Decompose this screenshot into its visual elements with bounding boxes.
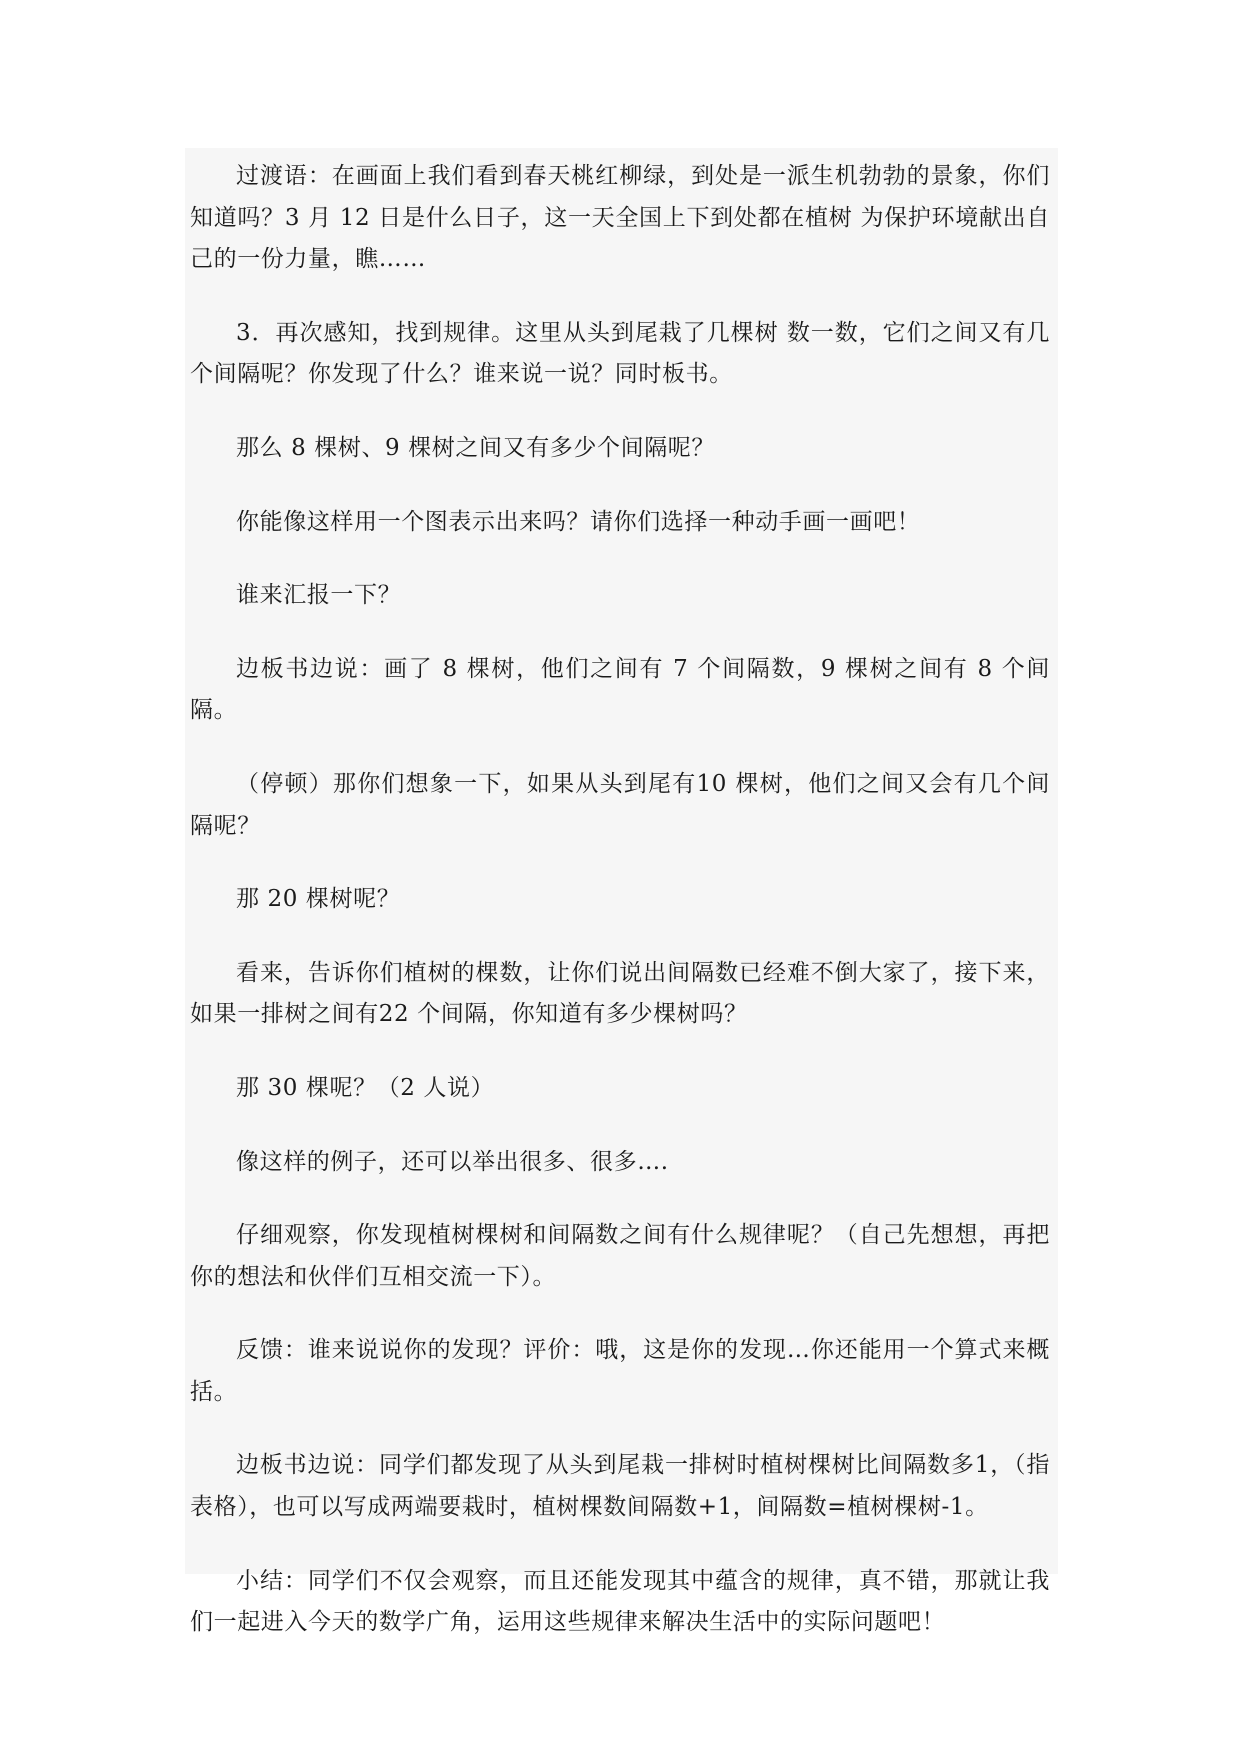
document-text-block [185, 148, 1058, 1636]
paragraph-draw-diagram: 你能像这样用一个图表示出来吗？请你们选择一种动手画一画吧！ [236, 508, 921, 535]
paragraph-more-examples: 像这样的例子，还可以举出很多、很多…. [236, 1148, 669, 1175]
paragraph-observe-rule: 仔细观察，你发现植树棵树和间隔数之间有什么规律呢？（自己先想想，再把你的想法和伙伴们互相交流一下）。 [190, 1222, 1050, 1290]
paragraph-summary: 小结：同学们不仅会观察，而且还能发现其中蕴含的规律，真不错，那就让我们一起进入今天的数学广角，运用这些规律来解决生活中的实际问题吧！ [190, 1567, 1050, 1636]
paragraph-22-intervals: 看来，告诉你们植树的棵数，让你们说出间隔数已经难不倒大家了，接下来，如果一排树之间有22 个间隔，你知道有多少棵树吗？ [190, 959, 1050, 1028]
paragraph-feedback: 反馈：谁来说说你的发现？评价：哦，这是你的发现…你还能用一个算式来概括。 [190, 1337, 1050, 1405]
paragraph-report: 谁来汇报一下？ [236, 582, 402, 609]
paragraph-30-trees: 那 30 棵呢？（2 人说） [236, 1074, 495, 1101]
paragraph-board-formula: 边板书边说：同学们都发现了从头到尾栽一排树时植树棵树比间隔数多1，（指表格），也可以写成两端要栽时，植树棵数间隔数+1，间隔数=植树棵树-1。 [190, 1452, 1050, 1521]
paragraph-question-8-9-trees: 那么 8 棵树、9 棵树之间又有多少个间隔呢？ [236, 434, 715, 461]
paragraph-20-trees: 那 20 棵树呢？ [236, 886, 401, 913]
paragraph-imagine-10-trees: （停顿）那你们想象一下，如果从头到尾有10 棵树，他们之间又会有几个间隔呢？ [190, 770, 1050, 839]
paragraph-transition: 过渡语：在画面上我们看到春天桃红柳绿，到处是一派生机勃勃的景象，你们知道吗？3 月 12 日是什么日子，这一天全国上下到处都在植树 为保护环境献出自己的一份力量，瞧…… [190, 163, 1050, 273]
paragraph-board-8-trees: 边板书边说：画了 8 棵树，他们之间有 7 个间隔数，9 棵树之间有 8 个间隔。 [190, 655, 1050, 724]
paragraph-step-3: 3．再次感知，找到规律。这里从头到尾栽了几棵树 数一数，它们之间又有几个间隔呢？你发现了什么？谁来说一说？同时板书。 [190, 319, 1050, 388]
